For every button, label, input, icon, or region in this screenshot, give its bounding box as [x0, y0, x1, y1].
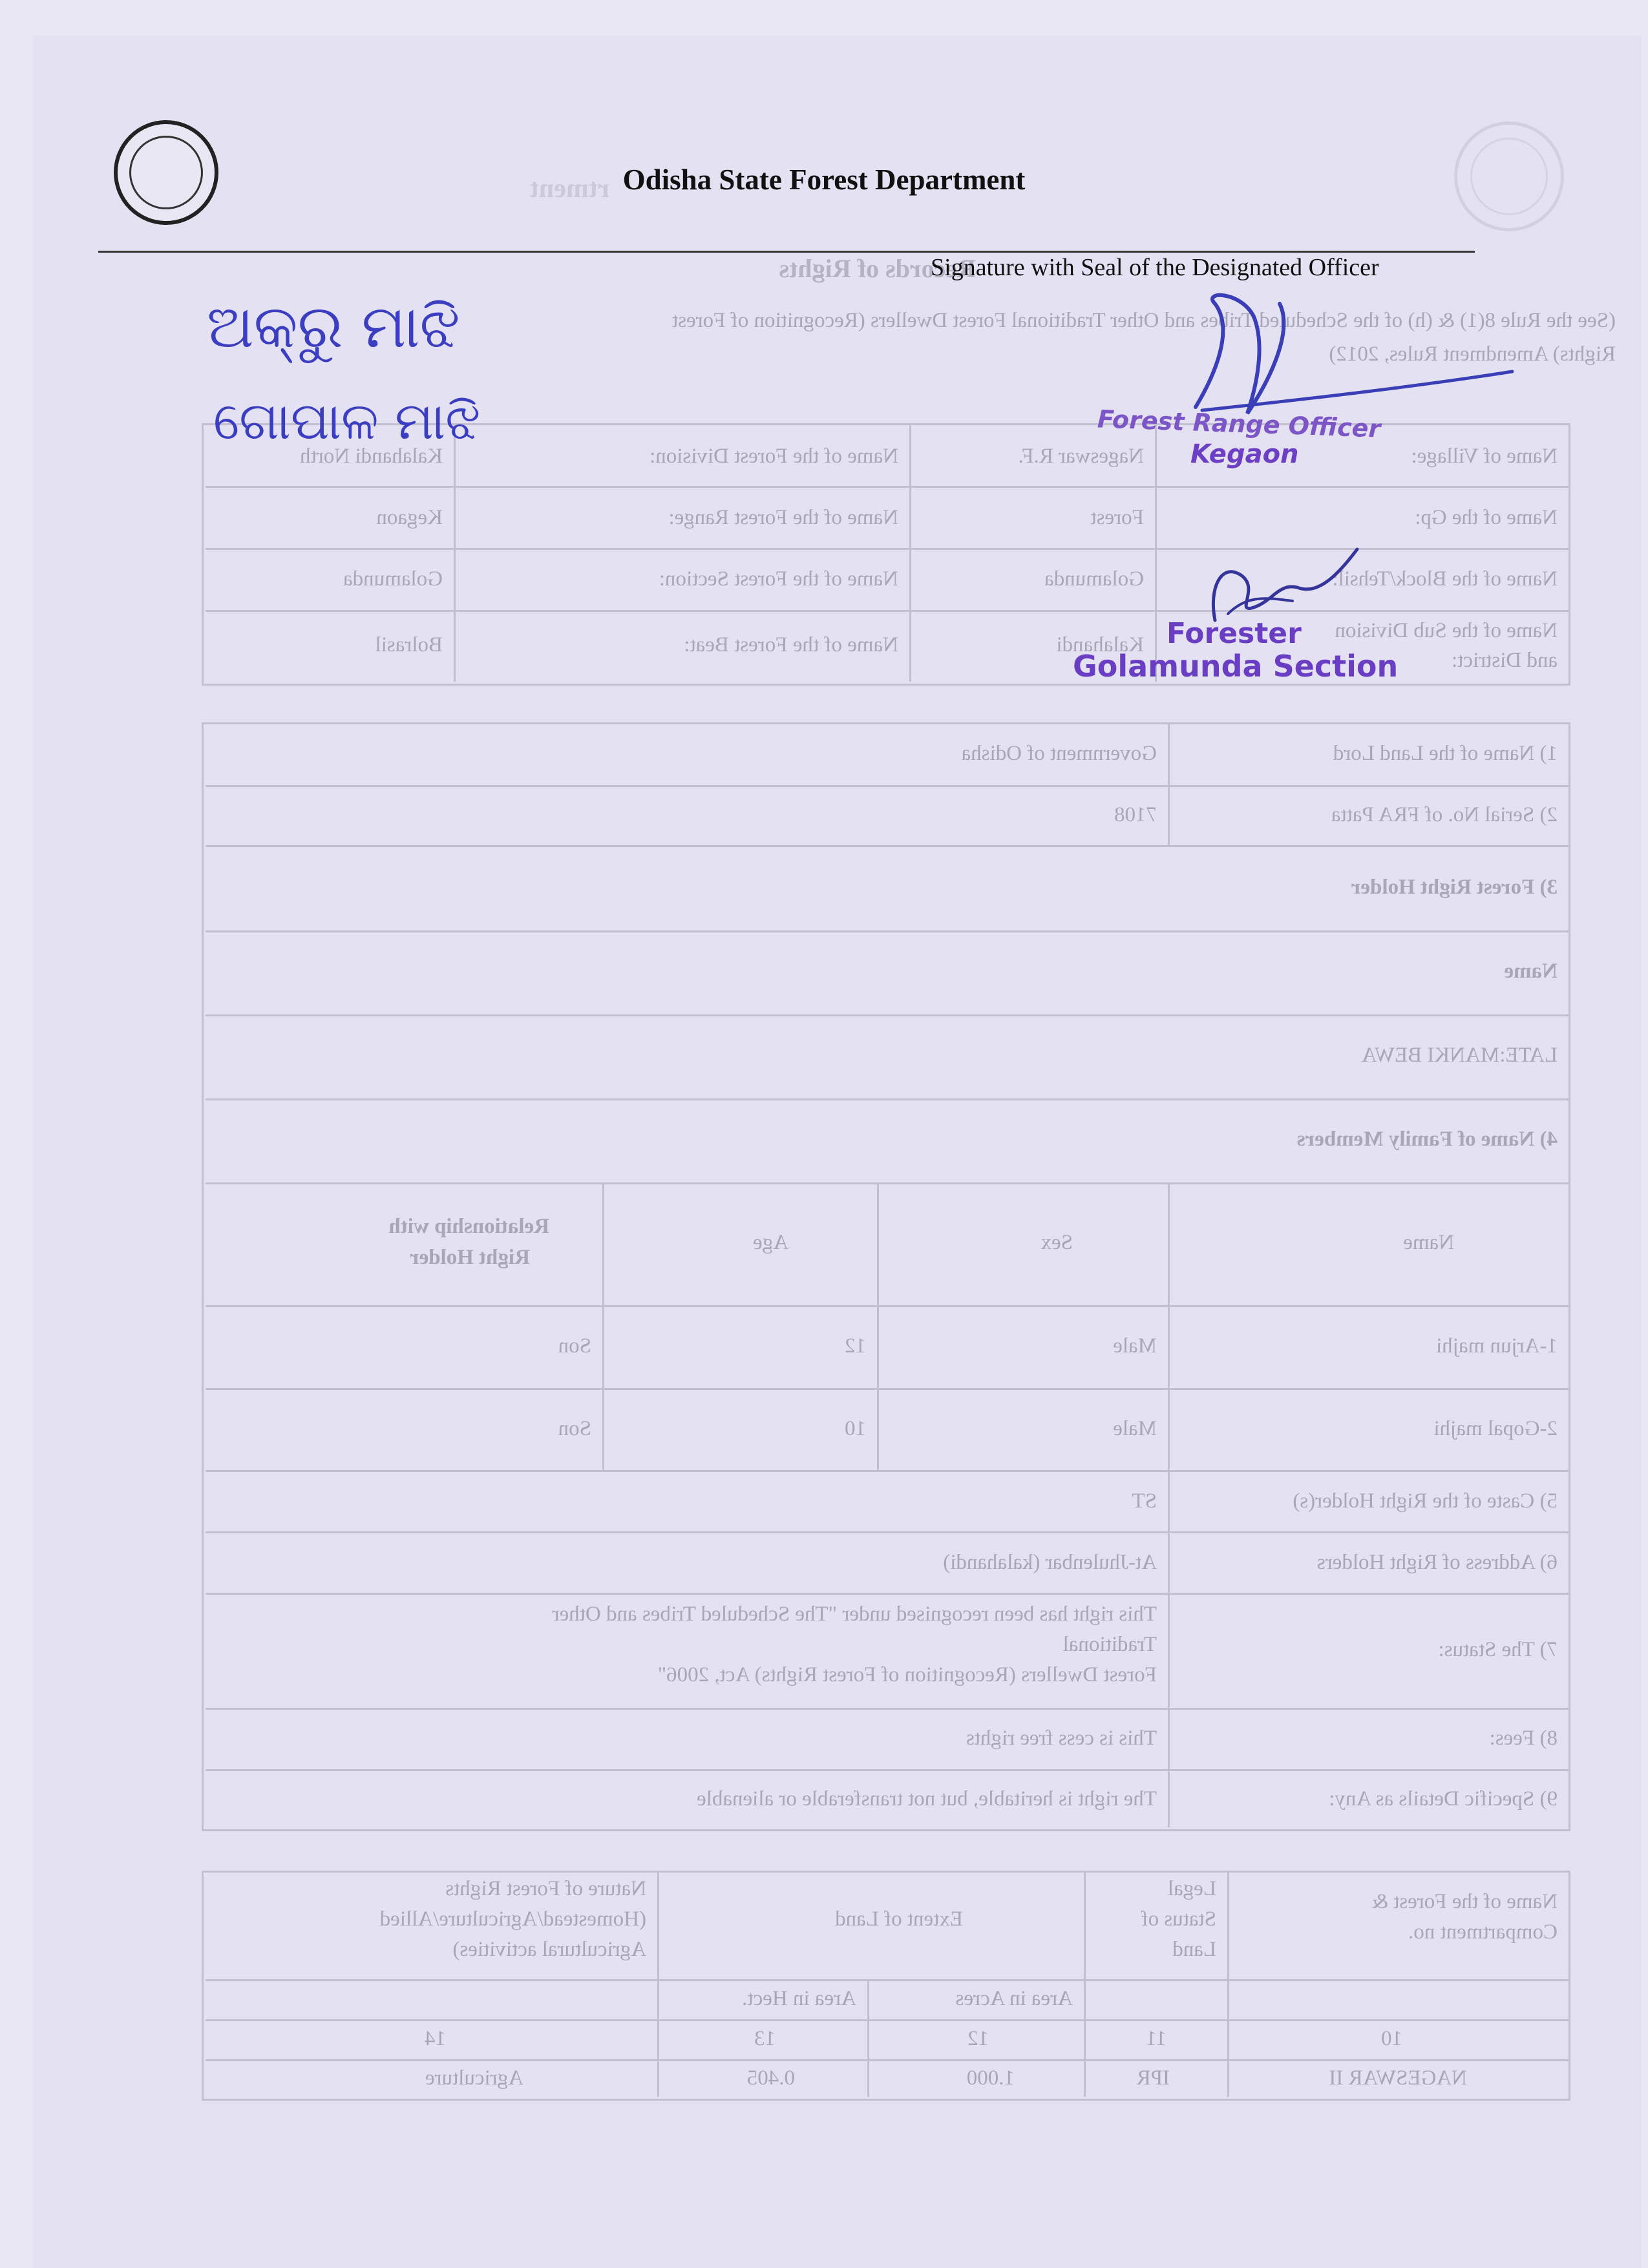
land-header-nature: Nature of Forest Rights	[445, 1877, 646, 1900]
land-header-acres: Area in Acres	[955, 1987, 1073, 2010]
handwritten-name-1: ଅକ୍ରୁ ମାଝି	[207, 292, 460, 361]
family-header-relation-2: Right Holder	[409, 1246, 530, 1269]
forester-stamp-title: Forester	[1167, 617, 1302, 650]
rule-text-2: Rights) Amendment Rules, 2012)	[1329, 342, 1616, 366]
holder-name: LATE:MANKI BEWA	[1361, 1044, 1558, 1067]
rule-text-1: (See the Rule 8(1) & (h) of the Scheduled Tribes and Other Traditional Forest Dwellers (Recognition of Forest	[671, 309, 1616, 332]
land-header-legal: Legal	[1167, 1877, 1216, 1900]
range-officer-stamp-place: Kegaon	[1190, 439, 1299, 469]
caste-value: ST	[1132, 1489, 1157, 1513]
status-text-1: This right has been recognised under "The Scheduled Tribes and Other	[552, 1602, 1157, 1626]
land-header-forest: Name of the Forest &	[1371, 1890, 1558, 1913]
land-header-nature-2: (Homestead/Agriculture/Allied	[379, 1907, 646, 1931]
status-label: 7) The Status:	[1438, 1638, 1558, 1661]
address-label: 6) Address of Right Holders	[1316, 1551, 1558, 1574]
holder-heading: 3) Forest Right Holder	[1351, 876, 1558, 899]
records-heading: Records of Rights	[779, 254, 976, 283]
address-value: At-Jhulenbar (kalahandi)	[943, 1551, 1157, 1574]
family-header-age: Age	[753, 1231, 788, 1254]
forester-stamp-section: Golamunda Section	[1073, 649, 1399, 684]
serial-label: 2) Serial No. of FRA Patta	[1331, 803, 1558, 826]
status-text-3: Forest Dwellers (Recognition of Forest Rights) Act, 2006"	[657, 1663, 1157, 1686]
landlord-value: Government of Odisha	[961, 742, 1157, 765]
family-header-sex: Sex	[1041, 1231, 1073, 1254]
landlord-label: 1) Name of the Land Lord	[1333, 742, 1558, 765]
land-header-forest-2: Compartment no.	[1408, 1920, 1558, 1944]
header-divider	[98, 251, 1475, 253]
specific-value: The right is heritable, but not transferable or alienable	[697, 1787, 1157, 1811]
land-header-legal-3: Land	[1172, 1938, 1216, 1961]
page-title: Odisha State Forest Department	[622, 163, 1026, 196]
bleed-through-layer: Records of Rights (See the Rule 8(1) & (h) of the Scheduled Tribes and Other Traditional Forest Dwellers (Recognition of Forest Rights) Amendment Rules, 2012) Name of Village: Nageswar R.F. Name of the Forest Division: Kalahandi North Name of the Gp: Forest Name of the Forest Range: Kegaon Name of the Block/Tehsil: Golamunda Name of the Forest Section: Golamunda Name of the Sub Division and District: Kalahandi Name of the Forest Beat: Bolrasil 1) Name of the Land Lord Government of Odisha 2) Serial No. of FRA Patta 7108 3) Forest Right Holder Name LATE:MANKI BEWA 4) Name of Family Members Name Sex Age Relationship with Right Holder 1-Arjun majhi Male 12 Son 2-Gopal majhi Male 10 Son 5) Caste of the Right Holder(s) ST 6) Address of Right Holders At-Jhulenbar (kalahandi) 7) The Status: This right has been recognised under "The Scheduled Tribes and Other Traditional Forest Dwellers (Recognition of Forest Rights) Act, 2006" 8) Fees: This is cess free rights 9) Specific Details as Any: The right is heritable, but not transferable or alienable Name of the Forest & Compartment no. Legal Status of Land Extent of Land Nature of Forest Rights (Homestead/Agriculture/Allied Agricultural activities) Area in Acres Area in Hect. 10 11 12 13 14 NAGESWAR II IPR 1.000 0.405 Agriculture	[0, 0, 1648, 2268]
family-header-name: Name	[1403, 1231, 1454, 1254]
specific-label: 9) Specific Details as Any:	[1329, 1787, 1558, 1811]
family-heading: 4) Name of Family Members	[1296, 1128, 1558, 1151]
land-header-legal-2: Status of	[1141, 1907, 1216, 1931]
caste-label: 5) Caste of the Right Holder(s)	[1293, 1489, 1558, 1513]
fees-value: This is cess free rights	[966, 1727, 1157, 1750]
ghost-title-fragment: rtment	[530, 174, 610, 204]
name-label: Name	[1504, 960, 1558, 983]
status-text-2: Traditional	[1062, 1633, 1157, 1656]
land-header-hect: Area in Hect.	[742, 1987, 856, 2010]
fees-label: 8) Fees:	[1489, 1727, 1558, 1750]
handwritten-name-2: ଗୋପାଳ ମାଝି	[213, 391, 481, 451]
range-officer-stamp-title: Forest Range Officer	[1097, 404, 1382, 443]
land-header-nature-3: Agricultural activities)	[452, 1938, 646, 1961]
serial-value: 7108	[1114, 803, 1157, 826]
land-header-extent: Extent of Land	[835, 1907, 963, 1931]
family-header-relation: Relationship with	[388, 1215, 549, 1238]
signature-caption: Signature with Seal of the Designated Officer	[931, 254, 1379, 281]
